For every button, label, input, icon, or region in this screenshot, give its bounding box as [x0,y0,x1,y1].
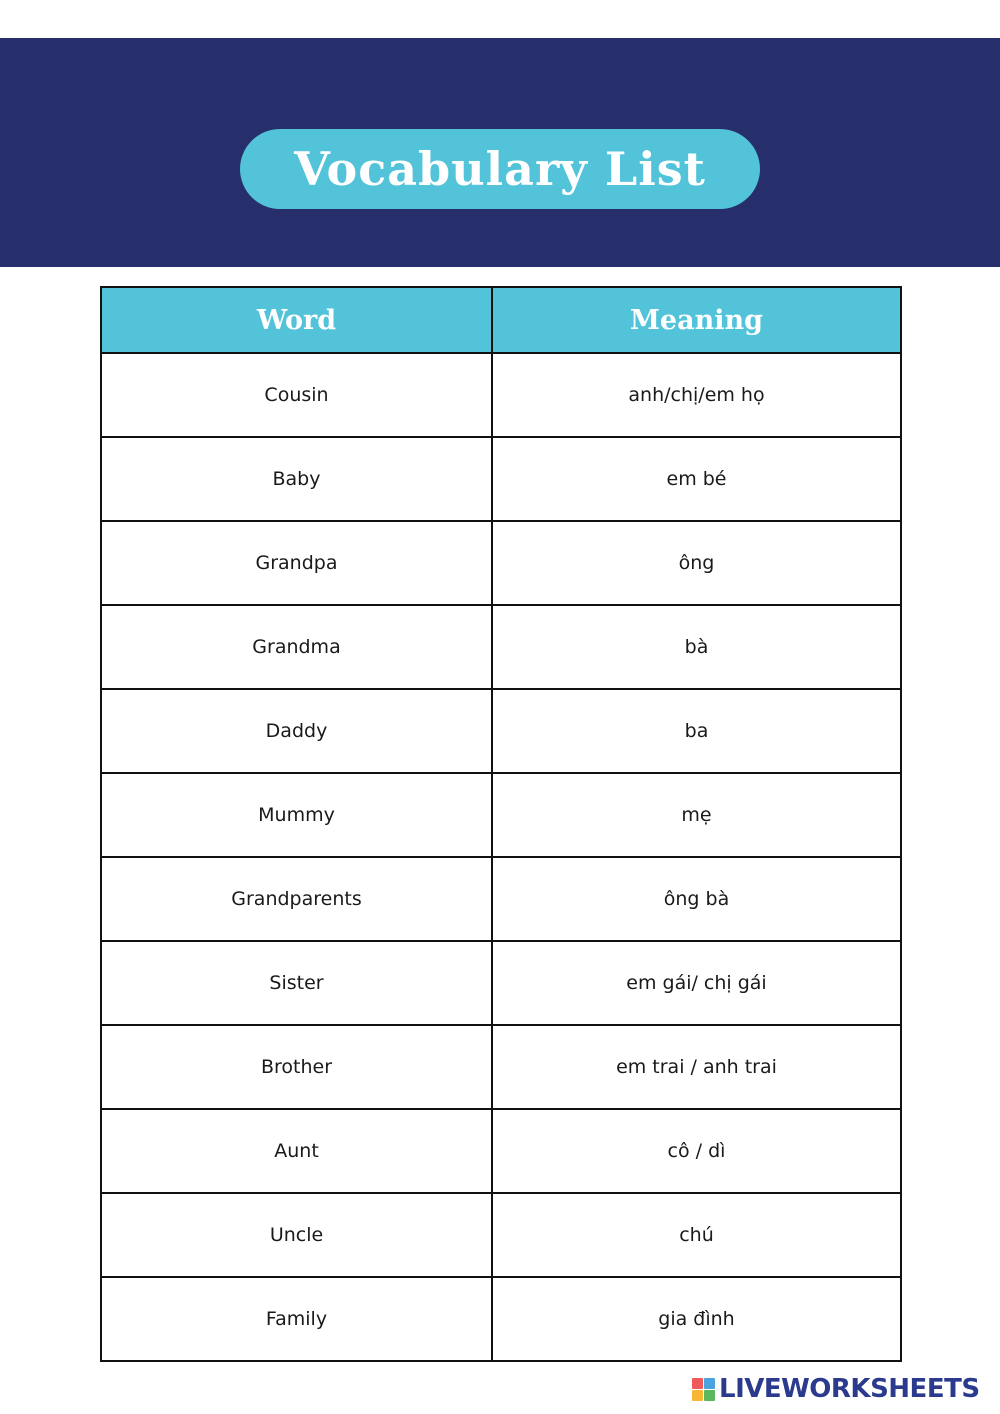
meaning-cell: cô / dì [492,1109,901,1193]
table-row [101,521,901,605]
table-header-row [101,287,901,353]
vocabulary-table [100,286,902,1362]
meaning-cell: em trai / anh trai [492,1025,901,1109]
meaning-cell: gia đình [492,1277,901,1361]
table-row [101,1109,901,1193]
word-cell: Grandparents [101,857,492,941]
meaning-cell: mẹ [492,773,901,857]
liveworksheets-logo[interactable] [692,1374,980,1404]
meaning-cell: ông bà [492,857,901,941]
table-row [101,437,901,521]
meaning-cell: em gái/ chị gái [492,941,901,1025]
table-row [101,689,901,773]
word-cell: Uncle [101,1193,492,1277]
table-row [101,1025,901,1109]
table-row [101,1277,901,1361]
meaning-cell: ông [492,521,901,605]
word-cell: Cousin [101,353,492,437]
table-row [101,857,901,941]
word-cell: Grandpa [101,521,492,605]
word-cell: Mummy [101,773,492,857]
table-row [101,941,901,1025]
meaning-cell: bà [492,605,901,689]
meaning-cell: ba [492,689,901,773]
meaning-cell: anh/chị/em họ [492,353,901,437]
logo-text: LIVEWORKSHEETS [719,1374,980,1404]
table-row [101,773,901,857]
liveworksheets-logo-icon [692,1378,715,1401]
header-word: Word [101,287,492,353]
word-cell: Daddy [101,689,492,773]
meaning-cell: chú [492,1193,901,1277]
word-cell: Brother [101,1025,492,1109]
header-meaning: Meaning [492,287,901,353]
word-cell: Aunt [101,1109,492,1193]
table-row [101,1193,901,1277]
table-row [101,353,901,437]
word-cell: Grandma [101,605,492,689]
word-cell: Sister [101,941,492,1025]
title-pill [240,129,760,209]
meaning-cell: em bé [492,437,901,521]
page-title: Vocabulary List [294,142,706,196]
word-cell: Family [101,1277,492,1361]
word-cell: Baby [101,437,492,521]
table-row [101,605,901,689]
